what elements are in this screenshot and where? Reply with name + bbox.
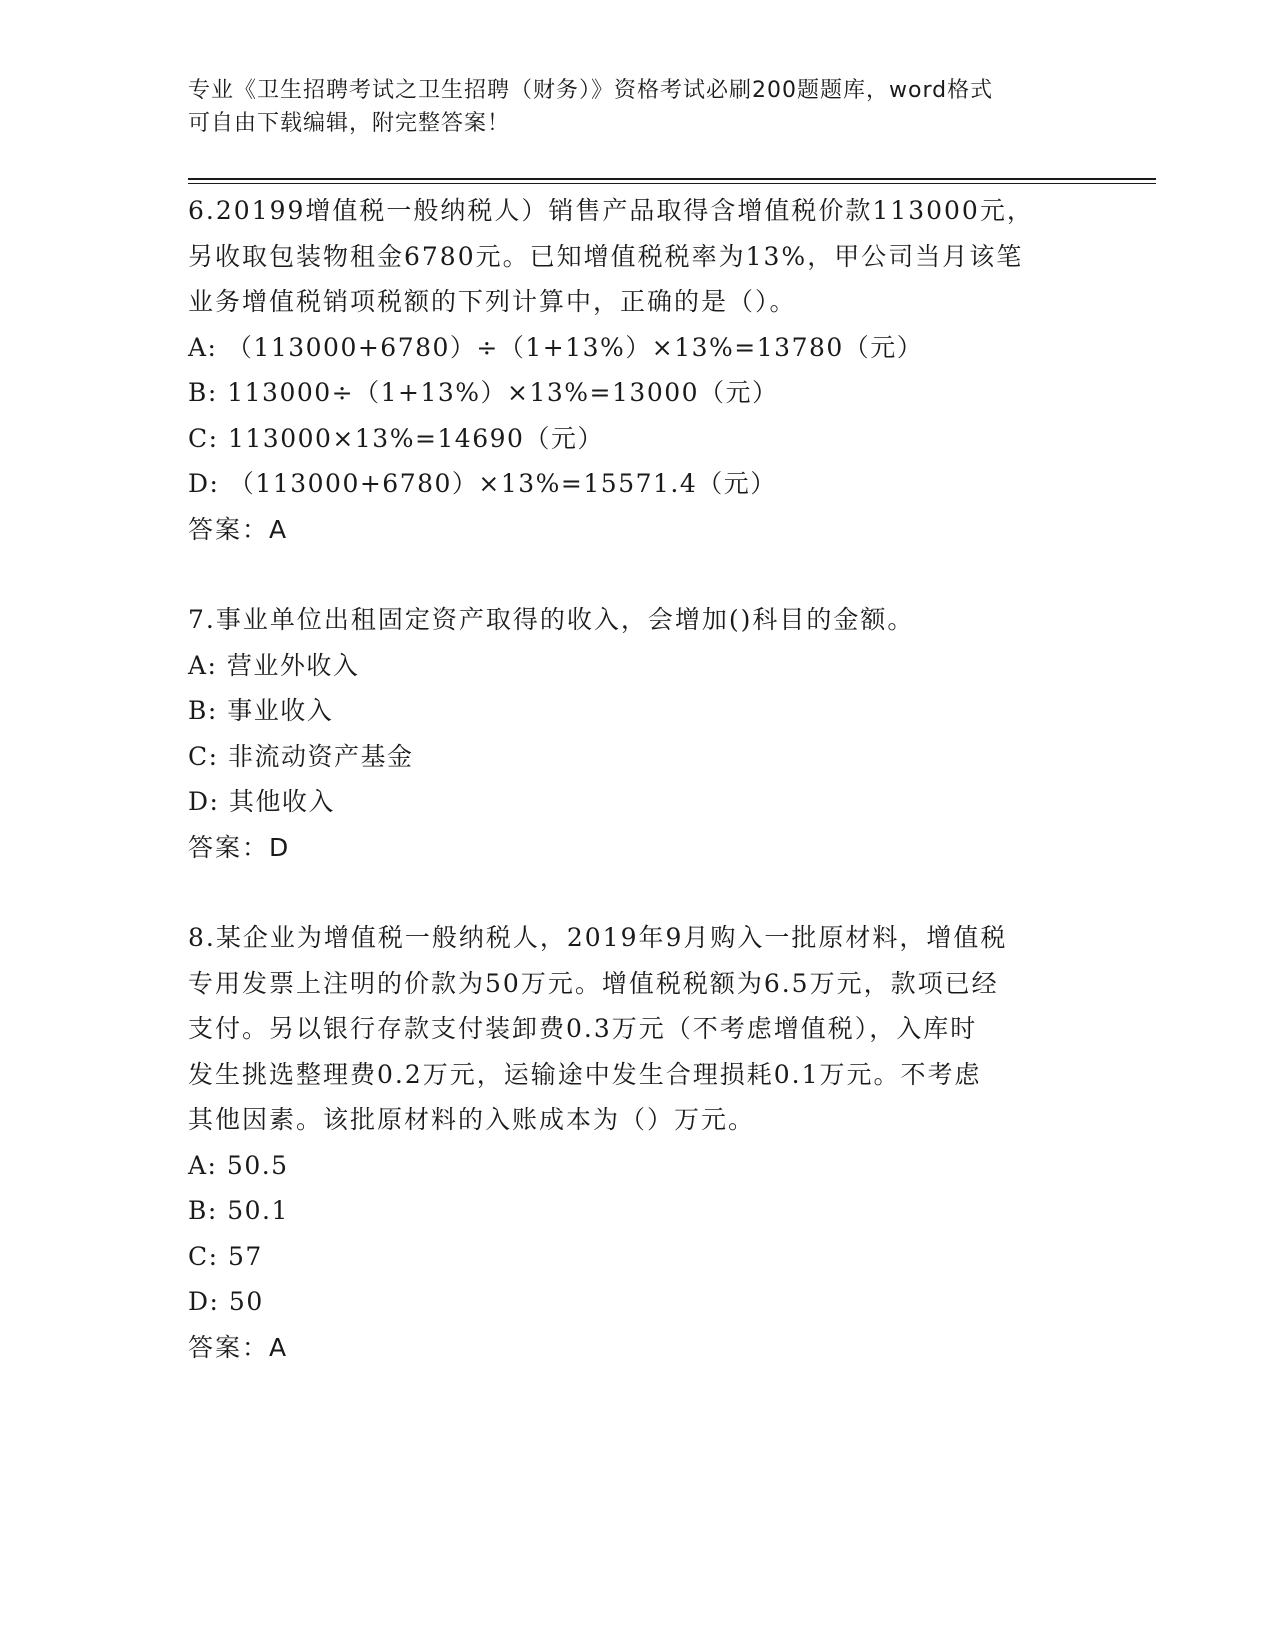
option-c: C: 113000×13%=14690（元） [188,423,604,453]
question-stem-line: 8.某企业为增值税一般纳税人，2019年9月购入一批原材料，增值税 [188,923,1008,952]
answer-line: 答案：A [188,1332,289,1362]
header-line-2: 可自由下载编辑，附完整答案！ [188,111,511,136]
option-d: D: 其他收入 [188,787,335,816]
question-stem-line: 专用发票上注明的价款为50万元。增值税税额为6.5万元，款项已经 [188,968,999,998]
option-c: C: 非流动资产基金 [188,741,414,771]
question-stem-line: 发生挑选整理费0.2万元，运输途中发生合理损耗0.1万元。不考虑 [188,1059,982,1089]
option-a: A: 营业外收入 [188,650,360,680]
question-8 [188,915,1088,1370]
question-stem-line: 6.20199增值税一般纳税人）销售产品取得含增值税价款113000元， [188,196,1034,225]
question-stem-line: 另收取包装物租金6780元。已知增值税税率为13%，甲公司当月该笔 [188,241,1024,271]
option-b: B: 事业收入 [188,696,334,725]
answer-line: 答案：A [188,514,289,544]
option-a: A: 50.5 [188,1150,289,1180]
option-a: A: （113000+6780）÷（1+13%）×13%=13780（元） [188,332,924,362]
question-stem-line: 业务增值税销项税额的下列计算中，正确的是（）。 [188,287,797,316]
option-d: D: 50 [188,1287,264,1316]
header-line-1: 专业《卫生招聘考试之卫生招聘（财务）》资格考试必刷200题题库，word格式 [188,78,994,103]
answer-line: 答案：D [188,832,291,862]
document-header [188,74,1088,140]
question-stem-line: 7.事业单位出租固定资产取得的收入，会增加()科目的金额。 [188,605,915,634]
question-stem-line: 其他因素。该批原材料的入账成本为（）万元。 [188,1105,756,1134]
header-divider-thick [188,178,1156,180]
header-divider-thin [188,183,1156,184]
option-b: B: 50.1 [188,1196,289,1225]
question-list [188,188,1088,1415]
question-7 [188,597,1088,870]
option-c: C: 57 [188,1241,263,1271]
option-b: B: 113000÷（1+13%）×13%=13000（元） [188,378,779,407]
question-6 [188,188,1088,552]
question-stem-line: 支付。另以银行存款支付装卸费0.3万元（不考虑增值税），入库时 [188,1014,978,1043]
option-d: D: （113000+6780）×13%=15571.4（元） [188,469,777,498]
